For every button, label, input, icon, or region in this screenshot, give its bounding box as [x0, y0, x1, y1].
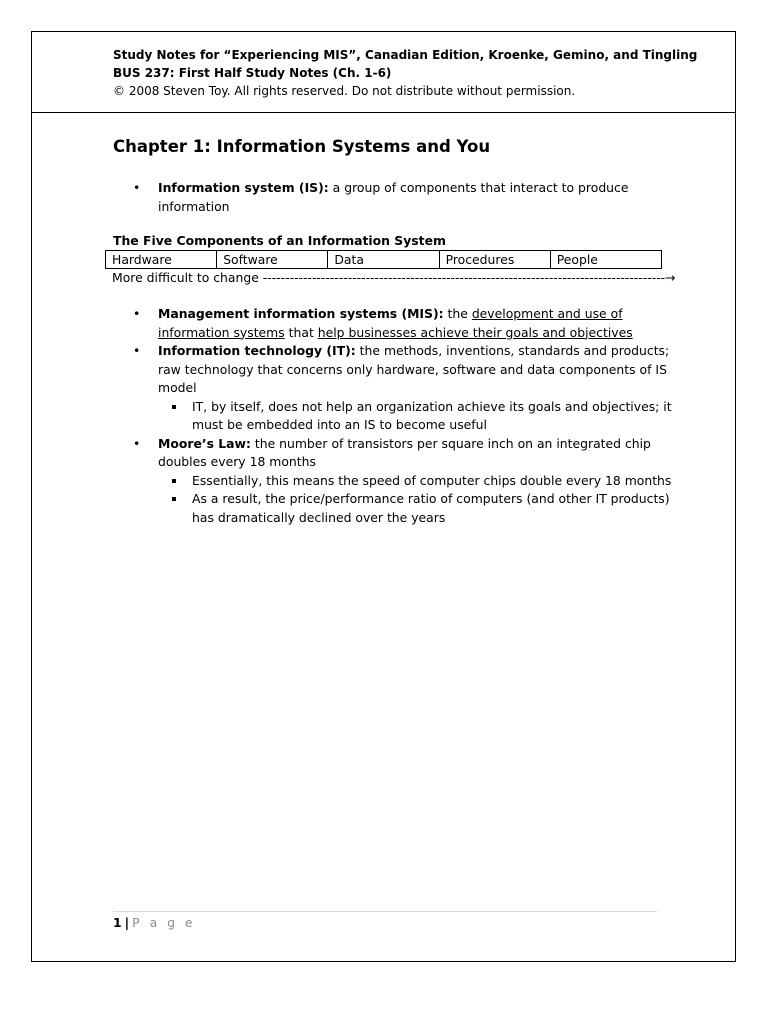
- page-label: P a g e: [132, 915, 196, 930]
- list-item: [113, 342, 673, 435]
- bullet-list-main: [113, 305, 673, 527]
- sub-list: [158, 472, 673, 528]
- table-cell: Data: [328, 251, 439, 269]
- underlined-text: help businesses achieve their goals and objectives: [317, 324, 633, 340]
- text-span: that: [284, 324, 318, 340]
- page-body: [112, 135, 676, 527]
- bullet-list-is: [113, 179, 673, 216]
- definition-moore: the number of transistors per square inch on an integrated chip doubles every 18 months: [158, 435, 651, 469]
- header-copyright: © 2008 Steven Toy. All rights reserved. Do not distribute without permission.: [113, 84, 576, 98]
- list-item: [113, 435, 673, 528]
- difficulty-label: More difficult to change: [112, 270, 263, 285]
- sub-list-item: IT, by itself, does not help an organization achieve its goals and objectives; it must be embedded into an IS to become useful: [158, 398, 673, 435]
- difficulty-dashes: ------------------------------------------------------------------------------------------: [262, 270, 666, 285]
- text-span: the: [443, 306, 472, 321]
- table-cell: People: [550, 251, 661, 269]
- definition-it: the methods, inventions, standards and products; raw technology that concerns only hardware, software and data components of IS model: [158, 343, 670, 395]
- term-is: Information system (IS):: [158, 180, 329, 195]
- definition-is: a group of components that interact to produce information: [158, 180, 629, 214]
- right-arrow-icon: →: [665, 270, 676, 285]
- header-course-title: Study Notes for “Experiencing MIS”, Canadian Edition, Kroenke, Gemino, and Tingling: [113, 48, 698, 62]
- header-text: [113, 46, 697, 100]
- term-mis: Management information systems (MIS):: [158, 306, 444, 321]
- document-page: [31, 31, 736, 962]
- table-cell: Procedures: [439, 251, 550, 269]
- table-row: [106, 251, 662, 269]
- header-subtitle: BUS 237: First Half Study Notes (Ch. 1-6): [113, 66, 392, 80]
- difficulty-line: [112, 269, 676, 287]
- page-footer: [113, 913, 196, 933]
- term-it: Information technology (IT):: [158, 343, 356, 358]
- sub-list-item: As a result, the price/performance ratio of computers (and other IT products) has dramatically declined over the years: [158, 490, 673, 527]
- list-item: [113, 305, 673, 342]
- footer-divider: [113, 911, 657, 912]
- term-moore: Moore’s Law:: [158, 435, 251, 451]
- page-header: [32, 32, 735, 113]
- table-cell: Hardware: [106, 251, 217, 269]
- list-item: [113, 179, 673, 216]
- chapter-title: Chapter 1: Information Systems and You: [113, 137, 491, 156]
- page-number: 1: [113, 915, 122, 930]
- sub-list: [158, 398, 673, 435]
- table-cell: Software: [217, 251, 328, 269]
- sub-list-item: Essentially, this means the speed of computer chips double every 18 months: [158, 472, 673, 491]
- components-title: The Five Components of an Information System: [113, 233, 446, 248]
- footer-separator: |: [124, 915, 130, 930]
- underlined-text: development and use of information systems: [158, 306, 623, 340]
- components-table: [105, 250, 662, 269]
